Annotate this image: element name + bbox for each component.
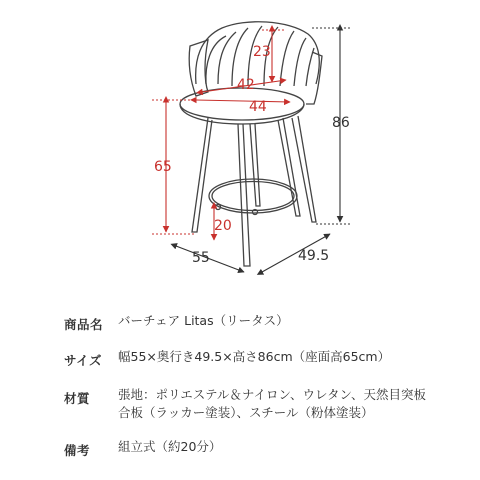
dim-width: 55 [192, 250, 210, 266]
dim-footrest-height: 20 [214, 218, 232, 234]
spec-label-product-name: 商品名 [64, 317, 104, 332]
spec-value-material-line1: 張地：ポリエステル＆ナイロン、ウレタン、天然目突板 [118, 387, 427, 402]
dim-seat-width: 44 [249, 99, 267, 115]
dim-back-height: 23 [253, 44, 271, 60]
spec-label-size: サイズ [64, 353, 103, 368]
spec-label-material: 材質 [64, 391, 91, 406]
dim-seat-depth: 42 [237, 77, 255, 93]
spec-value-notes: 組立式（約20分） [118, 439, 222, 454]
spec-value-size: 幅55×奥行き49.5×高さ86cm（座面高65cm） [118, 349, 391, 364]
spec-value-material-line2: 合板（ラッカー塗装）、スチール（粉体塗装） [118, 405, 374, 420]
dim-seat-height: 65 [154, 159, 172, 175]
dim-total-height: 86 [332, 115, 350, 131]
dim-depth: 49.5 [298, 248, 330, 264]
spec-label-notes: 備考 [64, 443, 91, 458]
spec-value-product-name: バーチェア Litas（リータス） [118, 313, 289, 328]
